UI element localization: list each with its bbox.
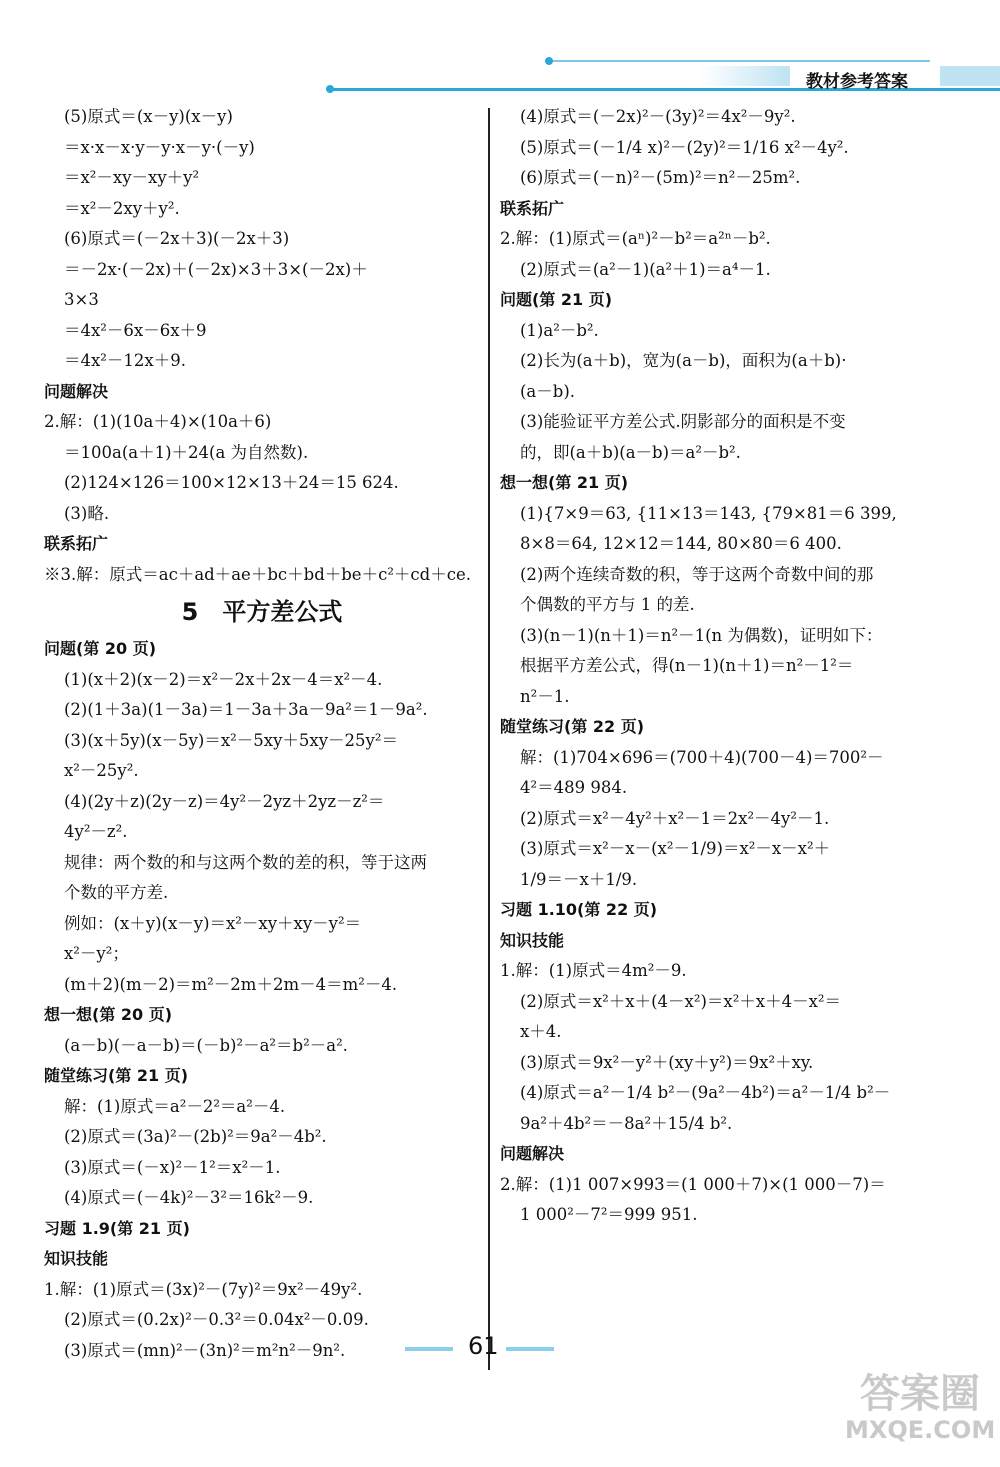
answer-line: (1)(x＋2)(x－2)＝x²－2x＋2x－4＝x²－4.	[64, 669, 383, 689]
answer-line: (5)原式＝(x－y)(x－y)	[64, 107, 233, 126]
answer-line: (3)(x＋5y)(x－5y)＝x²－5xy＋5xy－25y²＝	[64, 730, 398, 750]
answer-line: (3)(n－1)(n＋1)＝n²－1(n 为偶数)，证明如下：	[520, 625, 883, 645]
answer-line: (3)原式＝x²－x－(x²－1/9)＝x²－x－x²＋	[520, 839, 831, 858]
answer-line: 的，即(a＋b)(a－b)＝a²－b².	[520, 442, 741, 462]
header-title: 教材参考答案	[806, 72, 908, 92]
answer-line: 解：(1)原式＝a²－2²＝a²－4.	[64, 1096, 286, 1116]
section-heading: 随堂练习(第 21 页)	[44, 1066, 189, 1085]
section-heading: 联系拓广	[44, 534, 109, 553]
answer-line: (2)原式＝(3a)²－(2b)²＝9a²－4b².	[64, 1127, 327, 1146]
header-dot	[326, 85, 334, 93]
section-heading: 问题(第 20 页)	[44, 639, 157, 658]
answer-line: 4y²－z².	[64, 822, 128, 841]
answer-line: 8×8＝64, 12×12＝144, 80×80＝6 400.	[520, 534, 842, 553]
answer-line: (3)原式＝(mn)²－(3n)²＝m²n²－9n².	[64, 1340, 346, 1360]
answer-line: 1 000²－7²＝999 951.	[520, 1205, 698, 1224]
section-heading: 想一想(第 21 页)	[500, 473, 629, 492]
answer-line: 9a²＋4b²＝－8a²＋15/4 b².	[520, 1113, 733, 1133]
answer-line: ＝x²－2xy＋y².	[64, 198, 180, 218]
section-heading: 联系拓广	[500, 198, 565, 218]
answer-line: (a－b).	[520, 381, 576, 401]
section-heading: 知识技能	[44, 1249, 109, 1268]
answer-line: (1){7×9＝63, {11×13＝143, {79×81＝6 399,	[520, 503, 897, 523]
answer-line: (3)略.	[64, 503, 110, 523]
watermark	[845, 1372, 995, 1444]
answer-line: 2.解：(1)原式＝(aⁿ)²－b²＝a²ⁿ－b².	[500, 229, 771, 248]
answer-line: (2)原式＝x²＋x＋(4－x²)＝x²＋x＋4－x²＝	[520, 991, 842, 1011]
section-heading: 习题 1.9(第 21 页)	[44, 1218, 190, 1238]
section-heading: 知识技能	[500, 930, 565, 950]
answer-line: ※3.解：原式＝ac＋ad＋ae＋bc＋bd＋be＋c²＋cd＋ce.	[44, 564, 471, 584]
answer-line: 3×3	[64, 290, 99, 309]
answer-line: 个数的平方差.	[64, 883, 169, 902]
header-dot-top	[545, 57, 553, 65]
answer-line: ＝－2x·(－2x)＋(－2x)×3＋3×(－2x)＋	[64, 259, 368, 279]
chapter-title: 5 平方差公式	[181, 598, 343, 626]
answer-line: (3)原式＝(－x)²－1²＝x²－1.	[64, 1157, 281, 1177]
answer-line: ＝x·x－x·y－y·x－y·(－y)	[64, 137, 255, 157]
watermark-url: MXQE.COM	[845, 1416, 996, 1444]
watermark-logo-text: 答案圈	[860, 1371, 980, 1417]
answer-line: (a－b)(－a－b)＝(－b)²－a²＝b²－a².	[64, 1035, 348, 1055]
header-rule-top	[550, 60, 930, 62]
answer-line: (2)两个连续奇数的积，等于这两个奇数中间的那	[520, 564, 874, 584]
answer-line: (4)原式＝(－2x)²－(3y)²＝4x²－9y².	[520, 107, 796, 126]
right-column	[500, 102, 930, 1231]
section-heading: 问题解决	[44, 381, 109, 401]
answer-line: 个偶数的平方与 1 的差.	[520, 595, 695, 614]
answer-line: ＝4x²－12x＋9.	[64, 351, 186, 370]
answer-line: (2)原式＝x²－4y²＋x²－1＝2x²－4y²－1.	[520, 808, 830, 828]
answer-line: (6)原式＝(－2x＋3)(－2x＋3)	[64, 229, 290, 248]
section-heading: 随堂练习(第 22 页)	[500, 717, 645, 736]
answer-line: (2)124×126＝100×12×13＋24＝15 624.	[64, 473, 399, 492]
left-column	[44, 102, 480, 1366]
answer-line: ＝x²－xy－xy＋y²	[64, 168, 200, 187]
answer-line: (2)原式＝(a²－1)(a²＋1)＝a⁴－1.	[520, 259, 771, 279]
answer-line: x²－25y².	[64, 761, 139, 780]
page-number-deco-right	[506, 1347, 554, 1351]
answer-line: 1.解：(1)原式＝4m²－9.	[500, 961, 687, 980]
answer-line: 例如：(x＋y)(x－y)＝x²－xy＋xy－y²＝	[64, 913, 362, 933]
answer-line: (6)原式＝(－n)²－(5m)²＝n²－25m².	[520, 168, 801, 187]
answer-line: x²－y²；	[64, 944, 129, 963]
header-band	[700, 66, 790, 86]
answer-line: ＝100a(a＋1)＋24(a 为自然数).	[64, 442, 309, 462]
answer-line: (m＋2)(m－2)＝m²－2m＋2m－4＝m²－4.	[64, 974, 398, 994]
answer-line: 解：(1)704×696＝(700＋4)(700－4)＝700²－	[520, 747, 884, 767]
answer-line: 1/9＝－x＋1/9.	[520, 869, 638, 889]
answer-line: (3)原式＝9x²－y²＋(xy＋y²)＝9x²＋xy.	[520, 1052, 814, 1072]
answer-line: (4)原式＝a²－1/4 b²－(9a²－4b²)＝a²－1/4 b²－	[520, 1083, 891, 1102]
answer-line: x＋4.	[520, 1022, 562, 1041]
answer-line: 根据平方差公式，得(n－1)(n＋1)＝n²－1²＝	[520, 656, 854, 675]
header-band-right	[940, 66, 1000, 86]
section-heading: 想一想(第 20 页)	[44, 1005, 173, 1024]
answer-line: 4²＝489 984.	[520, 778, 628, 797]
answer-line: n²－1.	[520, 686, 570, 706]
answer-line: 2.解：(1)1 007×993＝(1 000＋7)×(1 000－7)＝	[500, 1174, 886, 1194]
column-divider	[488, 108, 490, 1370]
section-heading: 习题 1.10(第 22 页)	[500, 900, 658, 919]
page-number-deco-left	[405, 1347, 453, 1351]
answer-line: 2.解：(1)(10a＋4)×(10a＋6)	[44, 412, 272, 431]
answer-line: (4)(2y＋z)(2y－z)＝4y²－2yz＋2yz－z²＝	[64, 791, 385, 811]
section-heading: 问题(第 21 页)	[500, 290, 613, 309]
answer-line: (2)(1＋3a)(1－3a)＝1－3a＋3a－9a²＝1－9a².	[64, 700, 428, 719]
page-number: 61	[468, 1332, 499, 1360]
answer-line: 1.解：(1)原式＝(3x)²－(7y)²＝9x²－49y².	[44, 1279, 363, 1299]
answer-line: (2)原式＝(0.2x)²－0.3²＝0.04x²－0.09.	[64, 1310, 369, 1329]
answer-line: (5)原式＝(－1/4 x)²－(2y)²＝1/16 x²－4y².	[520, 137, 849, 157]
answer-line: ＝4x²－6x－6x＋9	[64, 320, 207, 340]
answer-line: (1)a²－b².	[520, 320, 599, 340]
answer-line: (3)能验证平方差公式.阴影部分的面积是不变	[520, 412, 846, 431]
answer-line: 规律：两个数的和与这两个数的差的积，等于这两	[64, 852, 427, 872]
answer-line: (4)原式＝(－4k)²－3²＝16k²－9.	[64, 1188, 314, 1207]
answer-line: (2)长为(a＋b)，宽为(a－b)，面积为(a＋b)·	[520, 351, 847, 370]
section-heading: 问题解决	[500, 1144, 565, 1163]
